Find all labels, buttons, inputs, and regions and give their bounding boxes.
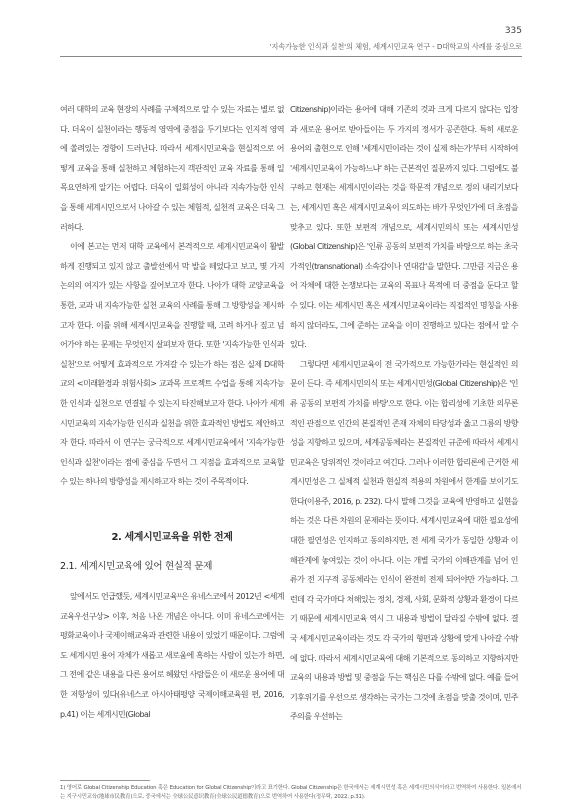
body-paragraph: Citizenship)이라는 용어에 대해 기존의 것과 크게 다르지 않다는 입장과 새로운 용어로 받아들이는 두 가지의 정서가 공존한다. 특히 새로운 용어의 출현으로 인해 '세계시민이라는 것이 실제 하는가'부터 시작하여 '세계시민교육이 가능하느냐' 하는 근본적인 질문까지 있다. 그럼에도 불구하고 현재는 세계시민이라는 것을 학문적 개념으로 정의 내리기보다는, 세계시민 혹은 세계시민교육이 의도하는 바가 무엇인가에 더 초점을 맞추고 있다. 또한 보편적 개념으로, 세계시민의식 또는 세계시민성(Global Citizenship)은 '인류 공동의 보편적 가치를 바탕으로 하는 초국가적인(transnational) 소속감이나 연대감'을 말한다. 그만큼 지금은 용어 자체에 대한 논쟁보다는 교육의 목표나 목적에 더 중점을 둔다고 할 수 있다. 이는 세계시민 혹은 세계시민교육이라는 직접적인 명칭을 사용하지 않더라도, 그에 준하는 교육을 이미 진행하고 있다는 점에서 알 수 있다. [290,105,518,350]
body-paragraph: 앞에서도 언급했듯, 세계시민교육¹⁾은 유네스코에서 2012년 <세계교육우선구상> 이후, 처음 나온 개념은 아니다. 이미 유네스코에서는 평화교육이나 국제이해교육과 관련한 내용이 있었기 때문이다. 그럼에도 세계시민 용어 자체가 새롭고 새로움에 혹하는 사람이 있는가 하면, 그 전에 같은 내용을 다른 용어로 혜왔던 사람들은 이 새로운 용어에 대한 저항성이 있다(유네스코 아시아태평양 국제이해교육원 편, 2016, p.41) 이는 세계시민(Global [60,592,284,719]
running-header: '지속가능한 인식과 실천'의 체험, 세계시민교육 연구 - D대학교의 사례를 중심으로 [269,42,522,51]
page-number: 335 [504,26,522,36]
body-paragraph: 그렇다면 세계시민교육이 전 국가적으로 가능한가라는 현실적인 의문이 든다. 즉 세계시민의식 또는 세계시민성(Global Citizenship)은 '인류 공동의 보편적 가치를 바탕'으로 한다. 이는 합리성에 기초한 의무론적인 관점으로 인간의 본질적인 존재 자체의 타당성과 옳고 그름의 방향성을 지향하고 있으며, 세계공동체라는 본질적인 규준에 따라서 세계시민교육은 당위적인 것이라고 여긴다. 그러나 이러한 합리론에 근거한 세계시민성은 그 실체적 실천과 현실적 적용의 차원에서 한계를 보이기도 한다(이용주, 2016, p. 232). 다시 말해 그것을 교육에 반영하고 실현을 하는 것은 다른 차원의 문제라는 뜻이다. 세계시민교육에 대한 필요성에 대한 필연성은 인지하고 동의하지만, 전 세계 국가가 동일한 상황과 이해관계에 놓여있는 것이 아니다. 이는 개별 국가의 이해관계를 넘어 인류가 전 지구적 공동체라는 인식이 완전히 전제 되어야만 가능하다. 그런데 각 국가마다 처해있는 정치, 경제, 사회, 문화적 상황과 환경이 다르기 때문에 세계시민교육 역시 그 내용과 방법이 달라질 수밖에 없다. 결국 세계시민교육이라는 것도 각 국가의 형편과 상황에 맞게 나아갈 수밖에 없다. 따라서 세계시민교육에 대해 기본적으로 동의하고 지향하지만 교육의 내용과 방법 및 중점을 두는 핵심은 다를 수밖에 없다. 예를 들어 기후위기를 우선으로 생각하는 국가는 그것에 초점을 맞출 것이며, 민주주의를 우선하는 [290,359,518,722]
body-paragraph: 여러 대학의 교육 현장의 사례를 구체적으로 알 수 있는 자료는 별로 없다. 더욱이 실천이라는 행동적 영역에 중점을 두기보다는 인지적 영역에 쏠려있는 경향이 드러난다. 따라서 세계시민교육을 현실적으로 어떻게 교육을 통해 실천하고 체험하는지 객관적인 교육 자료를 통해 일목요연하게 알기는 어렵다. 더욱이 일회성이 아니라 지속가능한 인식을 통해 세계시민으로서 나아갈 수 있는 체험적, 실천적 교육은 더욱 그러하다. [60,105,284,232]
footnote-rule [60,780,150,781]
body-paragraph: 이에 본고는 먼저 대학 교육에서 본격적으로 세계시민교육이 활발하게 진행되고 있지 않고 출발선에서 막 발을 떼었다고 보고, 몇 가지 논의의 여지가 있는 사항을 짚어보고자 한다. 나아가 대학 교양교육을 통한, 교과 내 지속가능한 실천 교육의 사례를 통해 그 방향성을 제시하고자 한다. 이를 위해 세계시민교육을 진행할 때, 고려 하거나 짚고 넘어가야 하는 문제는 무엇인지 살펴보자 한다. 또한 '지속가능한 인식과 실천'으로 어떻게 효과적으로 가져갈 수 있는가 하는 점은 실제 D대학교의 <미래환경과 위험사회> 교과목 프로젝트 수업을 통해 지속가능한 인식과 실천으로 연결될 수 있는지 타진해보고자 한다. 나아가 세계시민교육의 지속가능한 인식과 실천을 위한 효과적인 방법도 제안하고자 한다. 따라서 이 연구는 궁극적으로 세계시민교육에서 '지속가능한 인식과 실천'이라는 점에 중심을 두면서 그 지점을 효과적으로 교육할 수 있는 하나의 방향성을 제시하고자 하는 것이 주목적이다. [60,242,284,487]
section-title: 2. 세계시민교육을 위한 전제 [111,531,233,543]
right-column [290,100,518,727]
left-column [60,100,284,724]
header-rule [60,56,522,57]
subsection-title: 2.1. 세계시민교육에 있어 현실적 문제 [60,561,213,573]
footnote: 1) 영어로 Global Citizenship Education 혹은 Education for Global Citizenship이라고 표기한다. Global Citizenship은 한국에서는 세계시민성 혹은 세계시민의식이라고 번역하여 사용한다. 일본에서는 지구시민교육(地球市民教育)으로, 중국에서는 全球公民意识教育(全球公民道德教育)으로 번역하여 사용한다(정우탁, 2022, p.31). [60,785,522,800]
